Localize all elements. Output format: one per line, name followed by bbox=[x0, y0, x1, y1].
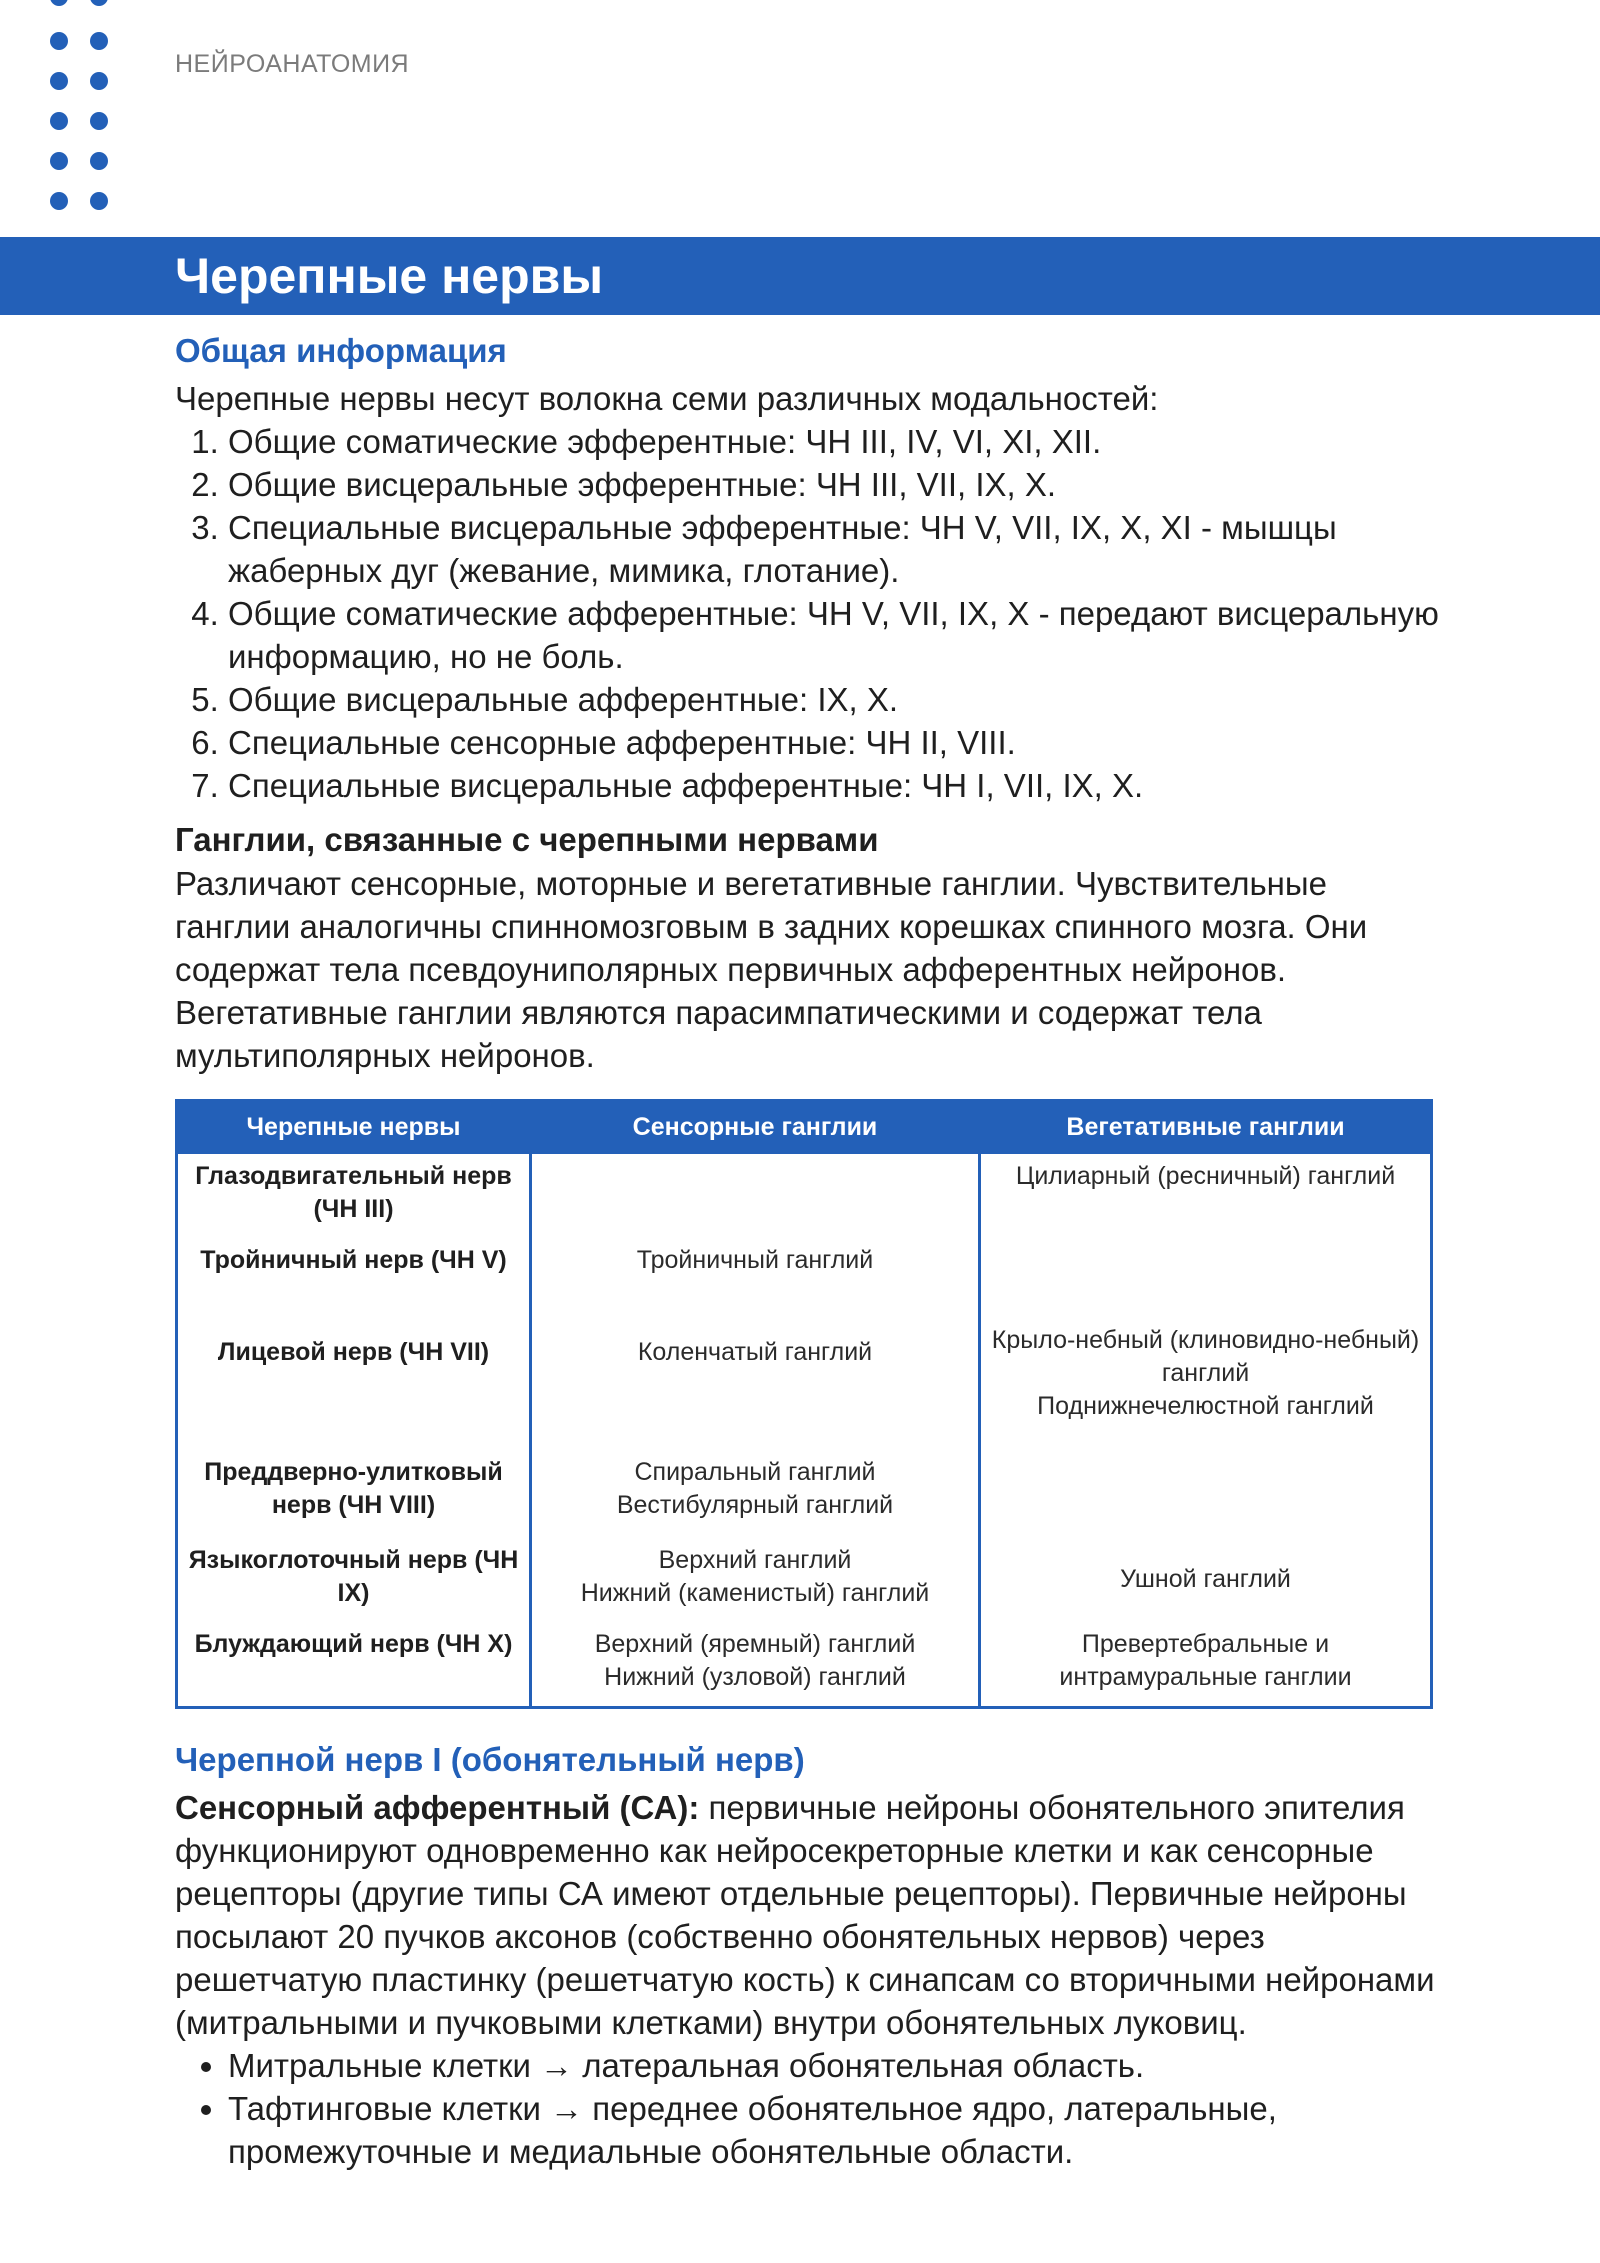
table-row bbox=[177, 1622, 1432, 1708]
ganglion-name: Поднижнечелюстной ганглий bbox=[1037, 1391, 1374, 1420]
nerve-cell: Лицевой нерв (ЧН VII) bbox=[217, 1337, 490, 1366]
list-item: 4. Общие соматические афферентные: ЧН V, VII, IX, X - передают висцеральную информацию, но не боль. bbox=[228, 592, 1445, 678]
sensory-cell bbox=[531, 1238, 980, 1318]
nerve-cell: Глазодвигательный нерв (ЧН III) bbox=[195, 1161, 512, 1223]
nerve1-heading: Черепной нерв I (обонятельный нерв) bbox=[175, 1740, 805, 1778]
table-row bbox=[177, 1318, 1432, 1450]
sensory-cell bbox=[531, 1450, 980, 1538]
list-item: 6. Специальные сенсорные афферентные: ЧН II, VIII. bbox=[228, 721, 1445, 764]
cranial-nerves-table bbox=[175, 1099, 1433, 1709]
table-row bbox=[177, 1450, 1432, 1538]
main-content bbox=[175, 330, 1445, 2173]
ganglion-name: Крыло-небный (клиновидно-небный) ганглий bbox=[991, 1325, 1420, 1387]
ganglion-name: Вестибулярный ганглий bbox=[616, 1490, 894, 1519]
column-header-sensory: Сенсорные ганглии bbox=[531, 1100, 980, 1154]
nerve-cell: Языкоглоточный нерв (ЧН IX) bbox=[188, 1545, 519, 1607]
ganglion-name: Спиральный ганглий bbox=[634, 1457, 876, 1486]
sensory-cell bbox=[531, 1318, 980, 1450]
table-row bbox=[177, 1538, 1432, 1622]
nerve-cell: Блуждающий нерв (ЧН X) bbox=[194, 1629, 513, 1658]
sensory-cell bbox=[531, 1622, 980, 1708]
section-label: НЕЙРОАНАТОМИЯ bbox=[175, 50, 410, 78]
sensory-cell bbox=[531, 1538, 980, 1622]
decorative-dots bbox=[50, 0, 120, 215]
ganglion-name: Нижний (узловой) ганглий bbox=[604, 1662, 906, 1691]
ganglion-name: Превертебральные и интрамуральные ганглии bbox=[1059, 1629, 1352, 1691]
ganglion-name: Коленчатый ганглий bbox=[637, 1337, 873, 1366]
list-item: • Тафтинговые клетки → переднее обонятельное ядро, латеральные, промежуточные и медиальные обонятельные области. bbox=[228, 2087, 1445, 2173]
list-item: 1. Общие соматические эфферентные: ЧН III, IV, VI, XI, XII. bbox=[228, 420, 1445, 463]
table-row bbox=[177, 1238, 1432, 1318]
list-item: • Митральные клетки → латеральная обонятельная область. bbox=[228, 2044, 1445, 2087]
modalities-list bbox=[175, 420, 1445, 807]
table-row bbox=[177, 1154, 1432, 1238]
autonomic-cell bbox=[980, 1238, 1432, 1318]
title-bar bbox=[0, 237, 1600, 315]
ganglia-heading: Ганглии, связанные с черепными нервами bbox=[175, 820, 879, 858]
ganglion-name: Тройничный ганглий bbox=[636, 1245, 874, 1274]
list-item: 2. Общие висцеральные эфферентные: ЧН III, VII, IX, X. bbox=[228, 463, 1445, 506]
ganglion-name: Ушной ганглий bbox=[1120, 1565, 1291, 1594]
autonomic-cell bbox=[980, 1622, 1432, 1708]
column-header-nerves: Черепные нервы bbox=[177, 1100, 531, 1154]
list-item: 3. Специальные висцеральные эфферентные: ЧН V, VII, IX, X, XI - мышцы жаберных дуг (жевание, мимика, глотание). bbox=[228, 506, 1445, 592]
nerve-cell: Преддверно-улитковый нерв (ЧН VIII) bbox=[204, 1457, 503, 1519]
list-item: 5. Общие висцеральные афферентные: IX, X. bbox=[228, 678, 1445, 721]
column-header-autonomic: Вегетативные ганглии bbox=[980, 1100, 1432, 1154]
autonomic-cell bbox=[980, 1154, 1432, 1238]
page-title: Черепные нервы bbox=[175, 248, 604, 304]
ganglion-name: Верхний (яремный) ганглий bbox=[594, 1629, 916, 1658]
nerve1-text bbox=[175, 1786, 1445, 2044]
ganglion-name: Верхний ганглий bbox=[658, 1545, 852, 1574]
ganglion-name: Нижний (каменистый) ганглий bbox=[580, 1578, 930, 1607]
nerve1-body: первичные нейроны обонятельного эпителия функционируют одновременно как нейросекреторные клетки и как сенсорные рецепторы (другие типы СА имеют отдельные рецепторы). Первичные нейроны посылают 20 пучков аксонов (собственно обонятельных нервов) через решетчатую пластинку (решетчатую кость) к синапсам со вторичными нейронами (митральными и пучковыми клетками) внутри обонятельных луковиц. bbox=[175, 1788, 1435, 2041]
nerve1-lead: Сенсорный афферентный (СА): bbox=[175, 1788, 700, 1826]
sensory-cell bbox=[531, 1154, 980, 1238]
autonomic-cell bbox=[980, 1318, 1432, 1450]
autonomic-cell bbox=[980, 1450, 1432, 1538]
nerve-cell: Тройничный нерв (ЧН V) bbox=[200, 1245, 507, 1274]
ganglion-name: Цилиарный (ресничный) ганглий bbox=[1015, 1161, 1396, 1190]
list-item: 7. Специальные висцеральные афферентные: ЧН I, VII, IX, X. bbox=[228, 764, 1445, 807]
general-intro: Черепные нервы несут волокна семи различных модальностей: bbox=[175, 379, 1159, 417]
ganglia-text: Различают сенсорные, моторные и вегетативные ганглии. Чувствительные ганглии аналогичны спинномозговым в задних корешках спинного мозга. Они содержат тела псевдоуниполярных первичных афферентных нейронов. Вегетативные ганглии являются парасимпатическими и содержат тела мультиполярных нейронов. bbox=[175, 864, 1368, 1074]
nerve1-bullets bbox=[175, 2044, 1445, 2173]
general-heading: Общая информация bbox=[175, 332, 507, 369]
table-header-row bbox=[177, 1100, 1432, 1154]
autonomic-cell bbox=[980, 1538, 1432, 1622]
